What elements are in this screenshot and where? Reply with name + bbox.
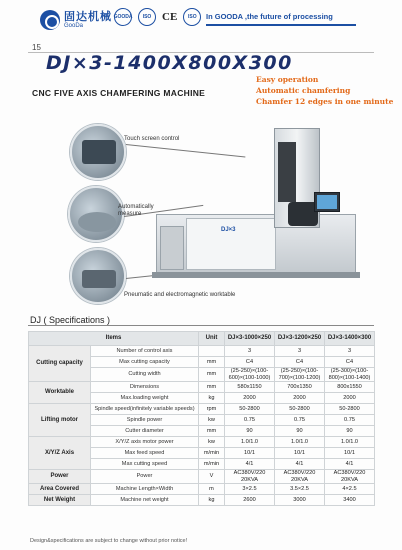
spec-item: Number of control axis [91, 346, 199, 357]
spec-value-model-1: 1.0/1.0 [225, 437, 275, 448]
spec-value-model-2: 0.75 [275, 415, 325, 426]
spec-category: Worktable [29, 382, 91, 404]
spec-value-model-2: 3 [275, 346, 325, 357]
spec-category: Net Weight [29, 495, 91, 506]
spec-value-model-2: 1.0/1.0 [275, 437, 325, 448]
spec-item: Machine Length×Width [91, 484, 199, 495]
table-row [29, 346, 375, 357]
callout-measure: Automatically measure [118, 204, 154, 217]
spec-value-model-1: 50-2800 [225, 404, 275, 415]
logo-mark-icon [40, 10, 60, 30]
spec-value-model-3: C4 [325, 357, 375, 368]
spec-value-model-1: 2600 [225, 495, 275, 506]
spec-value-model-3: 800x1550 [325, 382, 375, 393]
spec-value-model-1: 580x1150 [225, 382, 275, 393]
spec-value-model-1: 0.75 [225, 415, 275, 426]
spec-value-model-2: (25-250)×(100-700)×(100-1200) [275, 368, 325, 382]
header [0, 0, 402, 44]
spec-value-model-1: 10/1 [225, 448, 275, 459]
spec-value-model-1: 2000 [225, 393, 275, 404]
spec-value-model-1: 4/1 [225, 459, 275, 470]
spec-unit: kw [199, 437, 225, 448]
spec-value-model-2: 10/1 [275, 448, 325, 459]
spec-item: Power [91, 470, 199, 484]
spec-value-model-3: 1.0/1.0 [325, 437, 375, 448]
spec-item: Max feed speed [91, 448, 199, 459]
machine-label: DJ×3 [221, 227, 236, 233]
table-row [29, 484, 375, 495]
spec-item: Dimensions [91, 382, 199, 393]
spec-category: Lifting motor [29, 404, 91, 437]
slogan: In GOODA ,the future of processing [206, 12, 333, 21]
callout-worktable: Pneumatic and electromagnetic worktable [124, 292, 236, 298]
spec-value-model-1: AC380V/220 20KVA [225, 470, 275, 484]
spec-value-model-3: 3400 [325, 495, 375, 506]
spec-category: Area Covered [29, 484, 91, 495]
spec-value-model-3: 2000 [325, 393, 375, 404]
spec-value-model-2: 2000 [275, 393, 325, 404]
spec-unit: mm [199, 368, 225, 382]
spec-unit: m/min [199, 459, 225, 470]
machine-illustration [28, 108, 374, 308]
spec-value-model-3: (25-300)×(100-800)×(100-1400) [325, 368, 375, 382]
product-subtitle: CNC FIVE AXIS CHAMFERING MACHINE [32, 88, 206, 98]
header-unit: Unit [199, 332, 225, 346]
spec-unit: V [199, 470, 225, 484]
spec-value-model-2: 90 [275, 426, 325, 437]
spec-item: Cutting width [91, 368, 199, 382]
spec-unit: m/min [199, 448, 225, 459]
machine-side [160, 226, 184, 270]
spec-category: X/Y/Z Axis [29, 437, 91, 470]
spec-value-model-2: 3000 [275, 495, 325, 506]
logo-cn: 固达机械 [64, 10, 112, 23]
header-model-1: DJ×3-1000×250 [225, 332, 275, 346]
feature-item: Chamfer 12 edges in one minute [256, 97, 394, 106]
header-model-2: DJ×3-1200×250 [275, 332, 325, 346]
spec-body [29, 346, 375, 506]
table-row [29, 495, 375, 506]
spec-category: Cutting capacity [29, 346, 91, 382]
spec-value-model-3: 0.75 [325, 415, 375, 426]
spec-unit: kw [199, 415, 225, 426]
spec-item: Spindle power [91, 415, 199, 426]
detail-bubble-worktable [70, 248, 126, 304]
logo-text [64, 11, 112, 30]
spec-value-model-3: 50-2800 [325, 404, 375, 415]
spec-section-title: DJ ( Specifications ) [30, 315, 111, 325]
slogan-underline [206, 24, 356, 26]
machine-column [278, 142, 296, 202]
certification-badges [114, 8, 201, 26]
feature-item: Automatic chamfering [256, 86, 351, 95]
spec-unit: kg [199, 495, 225, 506]
spec-unit: mm [199, 426, 225, 437]
spec-value-model-1: 90 [225, 426, 275, 437]
spec-item: Spindle speed(infinitely variable speeds) [91, 404, 199, 415]
feature-item: Easy operation [256, 75, 319, 84]
spec-value-model-3: 4×2.5 [325, 484, 375, 495]
table-row [29, 382, 375, 393]
spec-item: Max.loading weight [91, 393, 199, 404]
spec-value-model-3: 3 [325, 346, 375, 357]
footnote: Design&specifications are subject to change without prior notice! [30, 538, 188, 544]
spec-value-model-2: 4/1 [275, 459, 325, 470]
spec-value-model-3: AC380V/220 20KVA [325, 470, 375, 484]
spec-value-model-1: 3×2.5 [225, 484, 275, 495]
page-number: 15 [32, 43, 41, 52]
model-title: DJ×3-1400X800X300 [46, 52, 293, 74]
spec-unit: rpm [199, 404, 225, 415]
spec-unit: mm [199, 382, 225, 393]
spec-table [28, 331, 375, 506]
spec-header-row [29, 332, 375, 346]
feature-list [256, 74, 393, 107]
machine-drawing [138, 122, 368, 292]
ce-mark-icon: CE [162, 11, 178, 23]
table-row [29, 437, 375, 448]
spec-item: Max cutting speed [91, 459, 199, 470]
spec-divider [28, 325, 374, 326]
spec-value-model-1: 3 [225, 346, 275, 357]
spec-item: Machine net weight [91, 495, 199, 506]
touch-screen-display [317, 195, 337, 209]
spec-value-model-1: (25-250)×(100-600)×(100-1000) [225, 368, 275, 382]
spec-value-model-3: 4/1 [325, 459, 375, 470]
spec-unit: m [199, 484, 225, 495]
table-row [29, 404, 375, 415]
spec-value-model-2: 50-2800 [275, 404, 325, 415]
header-model-3: DJ×3-1400×300 [325, 332, 375, 346]
spec-item: Max cutting capacity [91, 357, 199, 368]
spec-value-model-2: C4 [275, 357, 325, 368]
cert-badge-gooda-icon: GOODA [114, 8, 132, 26]
logo-en: GooDa [64, 22, 84, 29]
spec-value-model-2: 3.5×2.5 [275, 484, 325, 495]
machine-front-panel [186, 218, 276, 270]
cert-badge-iso-icon: ISO [138, 8, 156, 26]
spec-unit [199, 346, 225, 357]
detail-bubble-measure [68, 186, 124, 242]
table-row [29, 470, 375, 484]
spec-value-model-1: C4 [225, 357, 275, 368]
spec-item: Cutter diameter [91, 426, 199, 437]
spec-unit: kg [199, 393, 225, 404]
machine-feet [152, 272, 360, 278]
cert-badge-iso2-icon: ISO [183, 8, 201, 26]
spec-value-model-2: AC380V/220 20KVA [275, 470, 325, 484]
spec-value-model-2: 700x1350 [275, 382, 325, 393]
spec-item: X/Y/Z axis motor power [91, 437, 199, 448]
detail-bubble-touchscreen [70, 124, 126, 180]
spec-category: Power [29, 470, 91, 484]
spec-unit: mm [199, 357, 225, 368]
callout-touchscreen: Touch screen control [124, 136, 180, 142]
header-items: Items [29, 332, 199, 346]
spec-value-model-3: 10/1 [325, 448, 375, 459]
spec-value-model-3: 90 [325, 426, 375, 437]
